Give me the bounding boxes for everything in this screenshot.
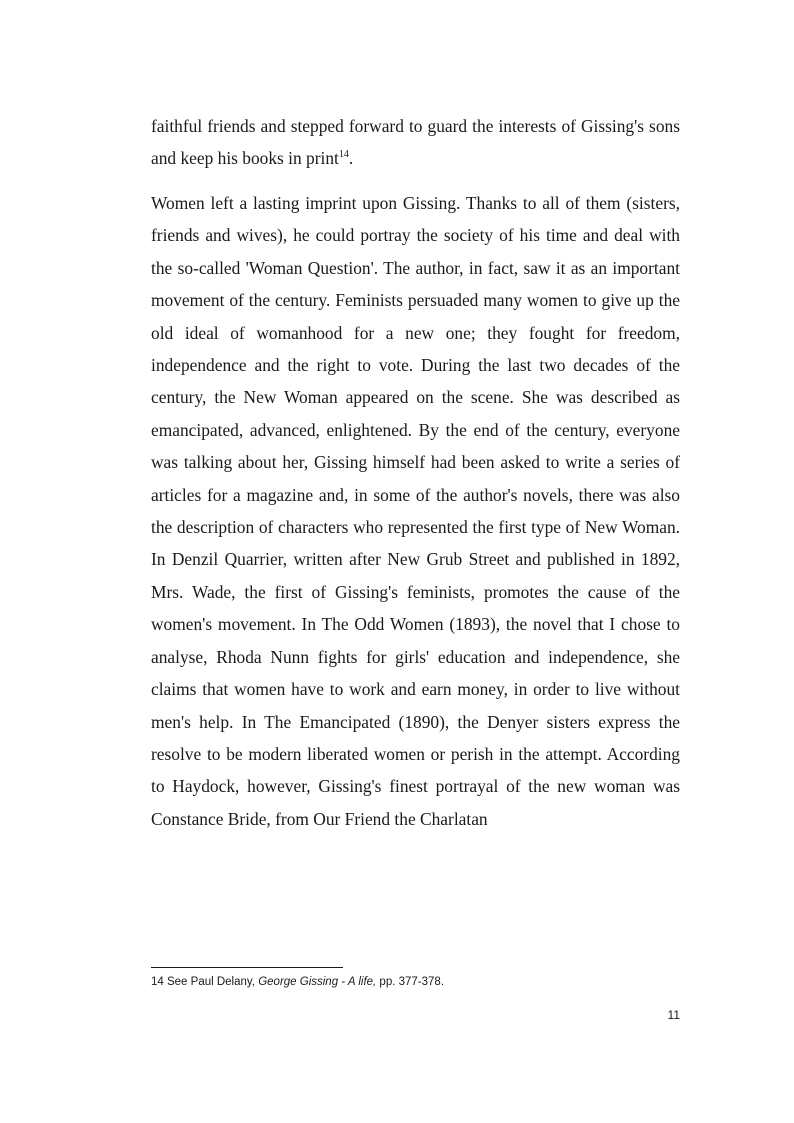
footnote-suffix: pp. 377-378. xyxy=(376,976,445,988)
footnote-prefix: 14 See Paul Delany, xyxy=(151,976,259,988)
body-paragraph-1 xyxy=(151,110,680,175)
page-number: 11 xyxy=(667,1008,680,1022)
paragraph-1-text: faithful friends and stepped forward to guard the interests of Gissing's sons and keep his books in print xyxy=(151,116,680,169)
footnote-book-title: George Gissing - A life, xyxy=(258,976,377,988)
footnote-reference: 14 xyxy=(338,148,349,160)
body-paragraph-2: Women left a lasting imprint upon Gissing. Thanks to all of them (sisters, friends and wives), he could portray the society of his time and deal with the so-called 'Woman Question'. The author, in fact, saw it as an important movement of the century. Feminists persuaded many women to give up the old ideal of womanhood for a new one; they fought for freedom, independence and the right to vote. During the last two decades of the century, the New Woman appeared on the scene. She was described as emancipated, advanced, enlightened. By the end of the century, everyone was talking about her, Gissing himself had been asked to write a series of articles for a magazine and, in some of the author's novels, there was also the description of characters who represented the first type of New Woman. In Denzil Quarrier, written after New Grub Street and published in 1892, Mrs. Wade, the first of Gissing's feminists, promotes the cause of the women's movement. In The Odd Women (1893), the novel that I chose to analyse, Rhoda Nunn fights for girls' education and independence, she claims that women have to work and earn money, in order to live without men's help. In The Emancipated (1890), the Denyer sisters express the resolve to be modern liberated women or perish in the attempt. According to Haydock, however, Gissing's finest portrayal of the new woman was Constance Bride, from Our Friend the Charlatan xyxy=(151,193,680,829)
paragraph-1-end: . xyxy=(348,148,354,169)
footnote xyxy=(151,974,444,990)
footnote-divider xyxy=(151,967,343,968)
